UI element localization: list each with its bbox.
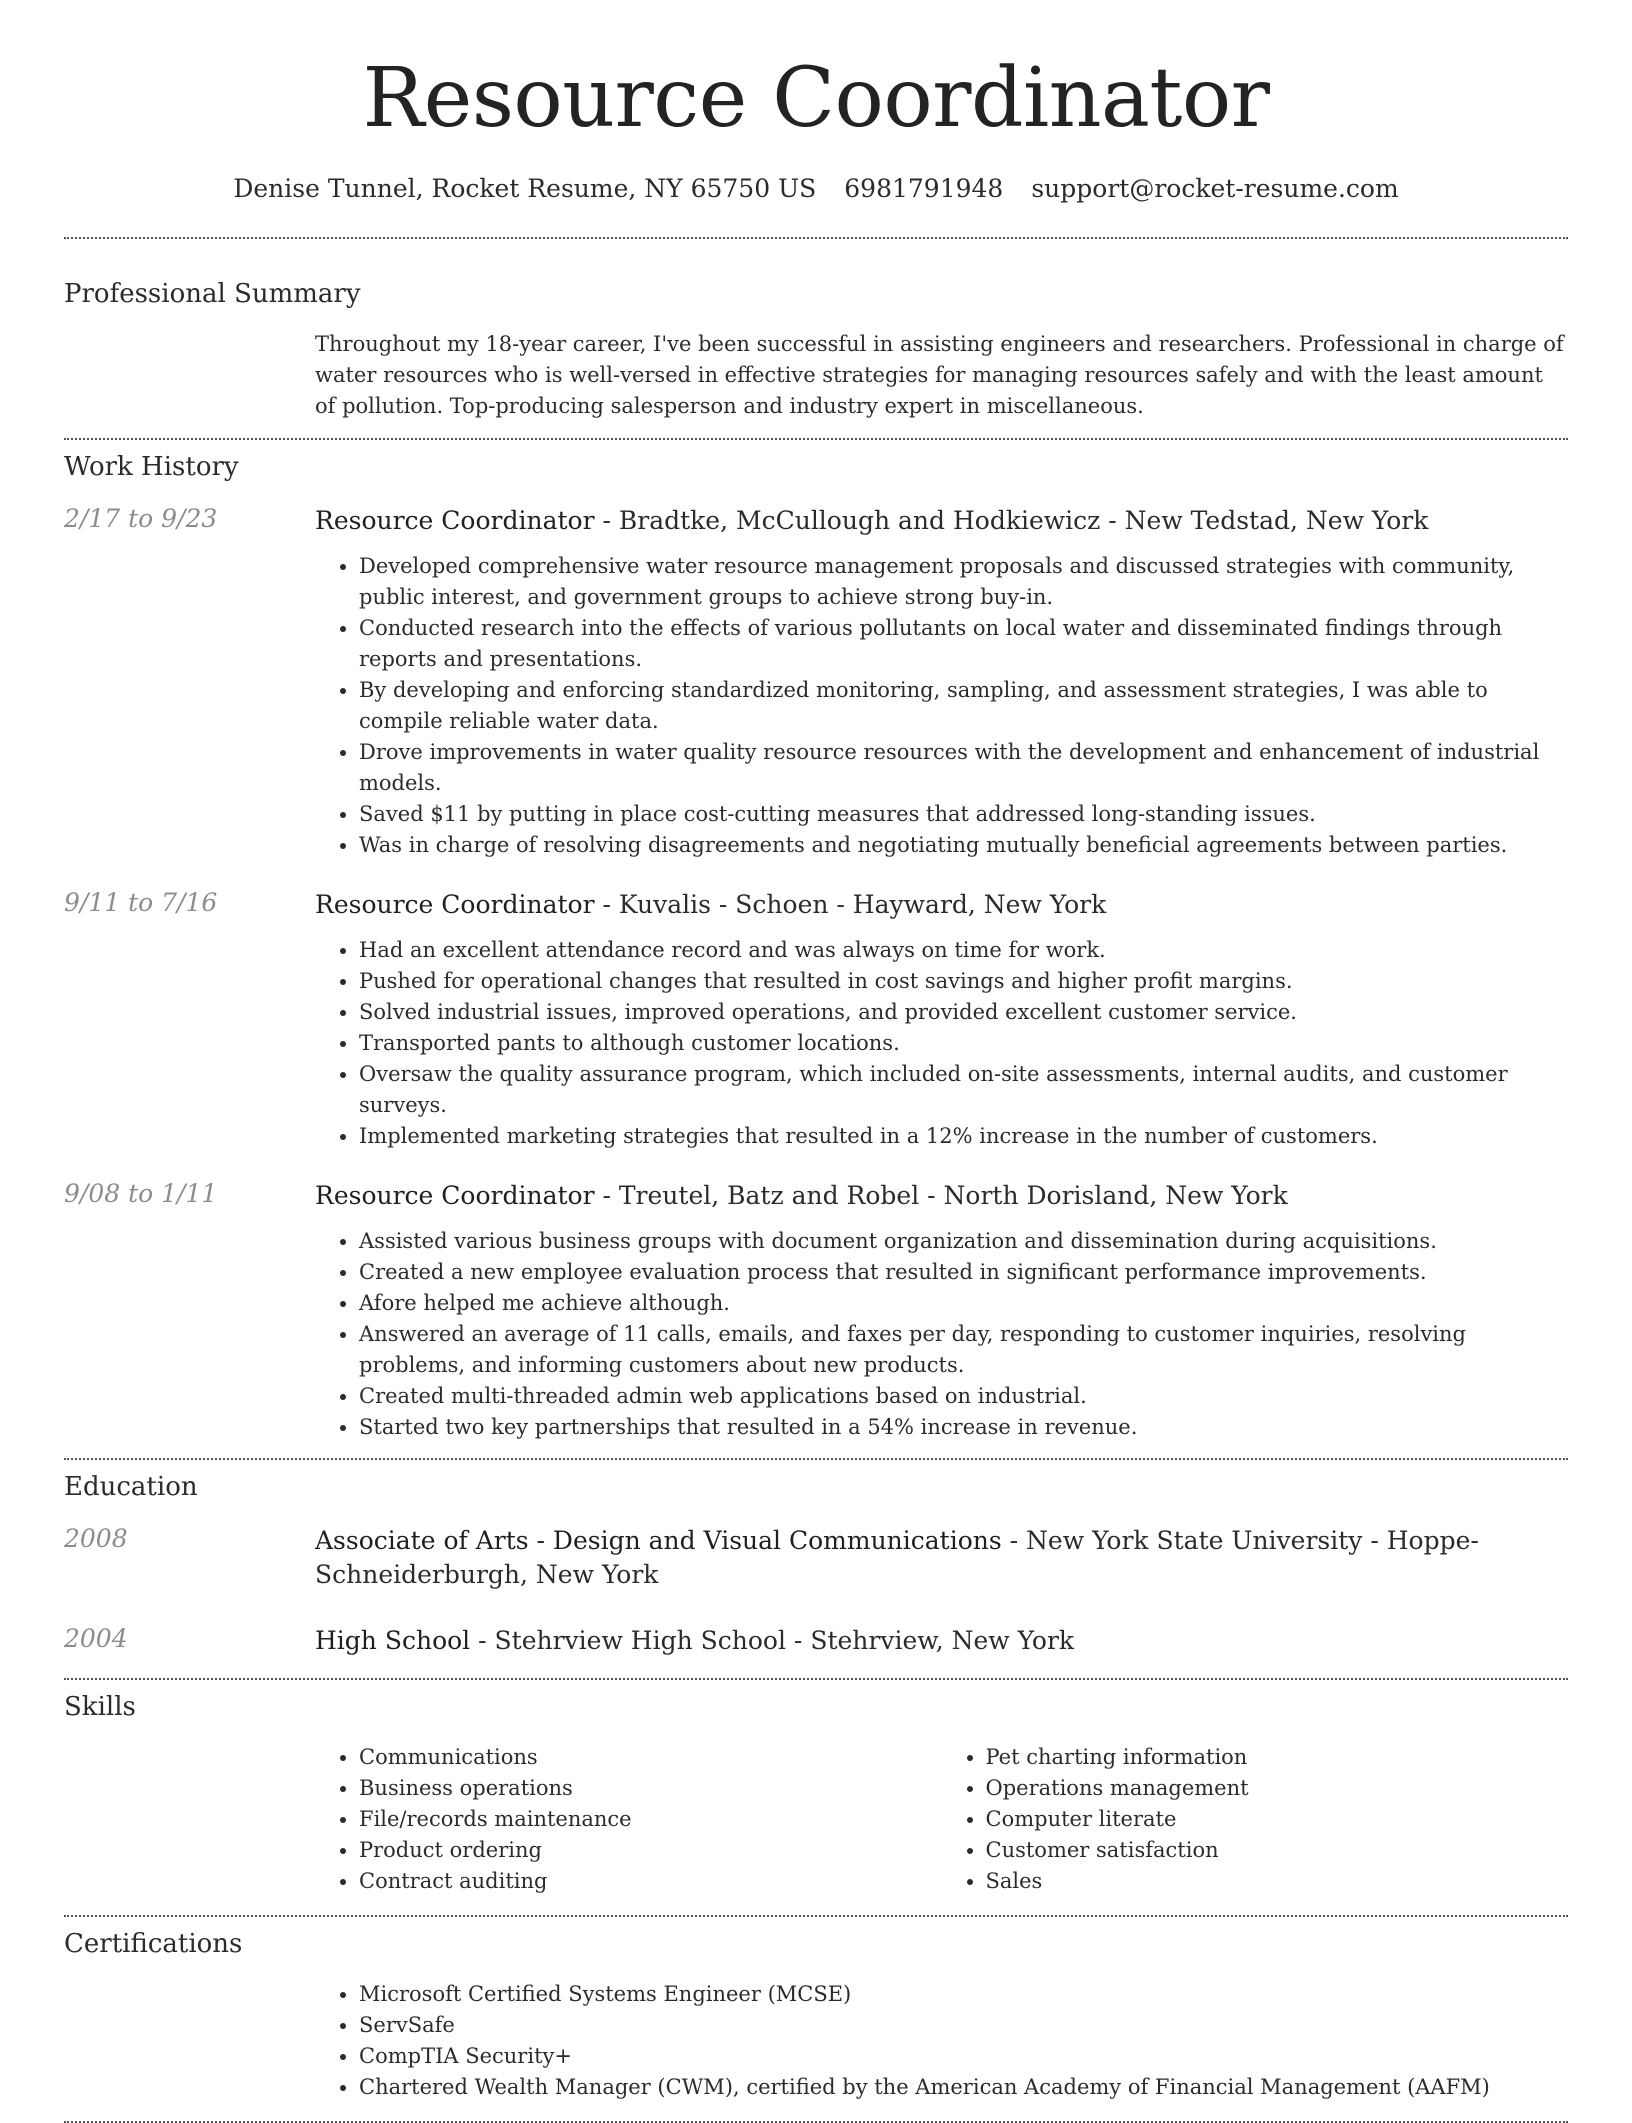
list-item: • By developing and enforcing standardized monitoring, sampling, and assessment strategies, I was able to compile reliable water data. [359, 675, 1568, 737]
contact-line [64, 174, 1568, 203]
education-entry [64, 1624, 1568, 1658]
education-heading [315, 1524, 1568, 1592]
section-title-education: Education [64, 1472, 198, 1502]
list-item: • Business operations [359, 1773, 942, 1804]
resume-page [64, 0, 1568, 2123]
education-degree: Associate of Arts - Design and Visual Communications [315, 1526, 1002, 1555]
job-dates: 2/17 to 9/23 [64, 504, 218, 533]
list-item: • ServSafe [359, 2010, 1568, 2041]
list-item: • Pushed for operational changes that resulted in cost savings and higher profit margins. [359, 966, 1568, 997]
list-item: • Developed comprehensive water resource management proposals and discussed strategies with community, public interest, and government groups to achieve strong buy-in. [359, 551, 1568, 613]
job-dates: 9/08 to 1/11 [64, 1179, 218, 1208]
list-item: • Solved industrial issues, improved operations, and provided excellent customer service. [359, 997, 1568, 1028]
skills-column-1 [315, 1742, 942, 1897]
job-title: Resource Coordinator [315, 506, 595, 535]
education-entry [64, 1524, 1568, 1592]
job-bullets [315, 935, 1568, 1152]
job-entry [64, 504, 1568, 861]
divider [64, 438, 1568, 440]
divider [64, 1915, 1568, 1917]
list-item: • Saved $11 by putting in place cost-cutting measures that addressed long-standing issues. [359, 799, 1568, 830]
list-item: • Answered an average of 11 calls, emails, and faxes per day, responding to customer inquiries, resolving problems, and informing customers about new products. [359, 1319, 1568, 1381]
list-item: • Pet charting information [986, 1742, 1569, 1773]
contact-email[interactable]: support@rocket-resume.com [1031, 174, 1399, 203]
list-item: • Created multi-threaded admin web applications based on industrial. [359, 1381, 1568, 1412]
education-degree: High School [315, 1626, 471, 1655]
contact-address: Denise Tunnel, Rocket Resume, NY 65750 US [233, 174, 817, 203]
job-details: - Treutel, Batz and Robel - North Dorisland, New York [594, 1181, 1288, 1210]
list-item: • Operations management [986, 1773, 1569, 1804]
job-bullets [315, 551, 1568, 861]
list-item: • Had an excellent attendance record and was always on time for work. [359, 935, 1568, 966]
section-title-skills: Skills [64, 1692, 136, 1722]
skills-columns [315, 1742, 1568, 1897]
list-item: • Started two key partnerships that resulted in a 54% increase in revenue. [359, 1412, 1568, 1443]
job-dates: 9/11 to 7/16 [64, 888, 218, 917]
education-details: - Stehrview High School - Stehrview, New York [470, 1626, 1075, 1655]
skills-column-2 [942, 1742, 1569, 1897]
job-title: Resource Coordinator [315, 1181, 595, 1210]
contact-phone: 6981791948 [844, 174, 1004, 203]
job-entry [64, 1179, 1568, 1443]
skills-section [64, 1692, 1568, 1897]
list-item: • Created a new employee evaluation process that resulted in significant performance improvements. [359, 1257, 1568, 1288]
education-section [64, 1472, 1568, 1658]
list-item: • Product ordering [359, 1835, 942, 1866]
list-item: • Transported pants to although customer locations. [359, 1028, 1568, 1059]
list-item: • Chartered Wealth Manager (CWM), certified by the American Academy of Financial Management (AAFM) [359, 2072, 1568, 2103]
education-details: - New York State University - Hoppe-Schneiderburgh, New York [315, 1526, 1479, 1589]
summary-text: Throughout my 18-year career, I've been successful in assisting engineers and researchers. Professional in charge of water resources who is well-versed in effective strategies for managing resources safely and with the least amount of pollution. Top-producing salesperson and industry expert in miscellaneous. [315, 332, 1564, 418]
section-title-summary: Professional Summary [64, 279, 361, 309]
job-heading [315, 1179, 1568, 1213]
list-item: • CompTIA Security+ [359, 2041, 1568, 2072]
list-item: • Drove improvements in water quality resource resources with the development and enhancement of industrial models. [359, 737, 1568, 799]
certifications-section [64, 1929, 1568, 2103]
education-year: 2008 [64, 1524, 128, 1553]
job-bullets [315, 1226, 1568, 1443]
education-heading [315, 1624, 1568, 1658]
list-item: • Afore helped me achieve although. [359, 1288, 1568, 1319]
job-title: Resource Coordinator [315, 890, 595, 919]
divider [64, 1678, 1568, 1680]
list-item: • Conducted research into the effects of various pollutants on local water and disseminated findings through reports and presentations. [359, 613, 1568, 675]
list-item: • Communications [359, 1742, 942, 1773]
list-item: • Oversaw the quality assurance program, which included on-site assessments, internal audits, and customer surveys. [359, 1059, 1568, 1121]
section-title-certifications: Certifications [64, 1929, 243, 1959]
list-item: • Contract auditing [359, 1866, 942, 1897]
job-details: - Bradtke, McCullough and Hodkiewicz - New Tedstad, New York [594, 506, 1429, 535]
work-history-section [64, 452, 1568, 1443]
job-entry [64, 888, 1568, 1152]
list-item: • Customer satisfaction [986, 1835, 1569, 1866]
list-item: • Assisted various business groups with document organization and dissemination during acquisitions. [359, 1226, 1568, 1257]
list-item: • Computer literate [986, 1804, 1569, 1835]
list-item: • Was in charge of resolving disagreements and negotiating mutually beneficial agreements between parties. [359, 830, 1568, 861]
divider [64, 237, 1568, 239]
section-title-work-history: Work History [64, 452, 239, 482]
resume-title: Resource Coordinator [362, 51, 1270, 146]
list-item: • File/records maintenance [359, 1804, 942, 1835]
summary-section [64, 279, 1568, 422]
education-year: 2004 [64, 1624, 128, 1653]
divider [64, 1458, 1568, 1460]
job-heading [315, 888, 1568, 922]
job-heading [315, 504, 1568, 538]
list-item: • Sales [986, 1866, 1569, 1897]
list-item: • Microsoft Certified Systems Engineer (MCSE) [359, 1979, 1568, 2010]
certifications-list [315, 1979, 1568, 2103]
list-item: • Implemented marketing strategies that resulted in a 12% increase in the number of customers. [359, 1121, 1568, 1152]
job-details: - Kuvalis - Schoen - Hayward, New York [594, 890, 1107, 919]
